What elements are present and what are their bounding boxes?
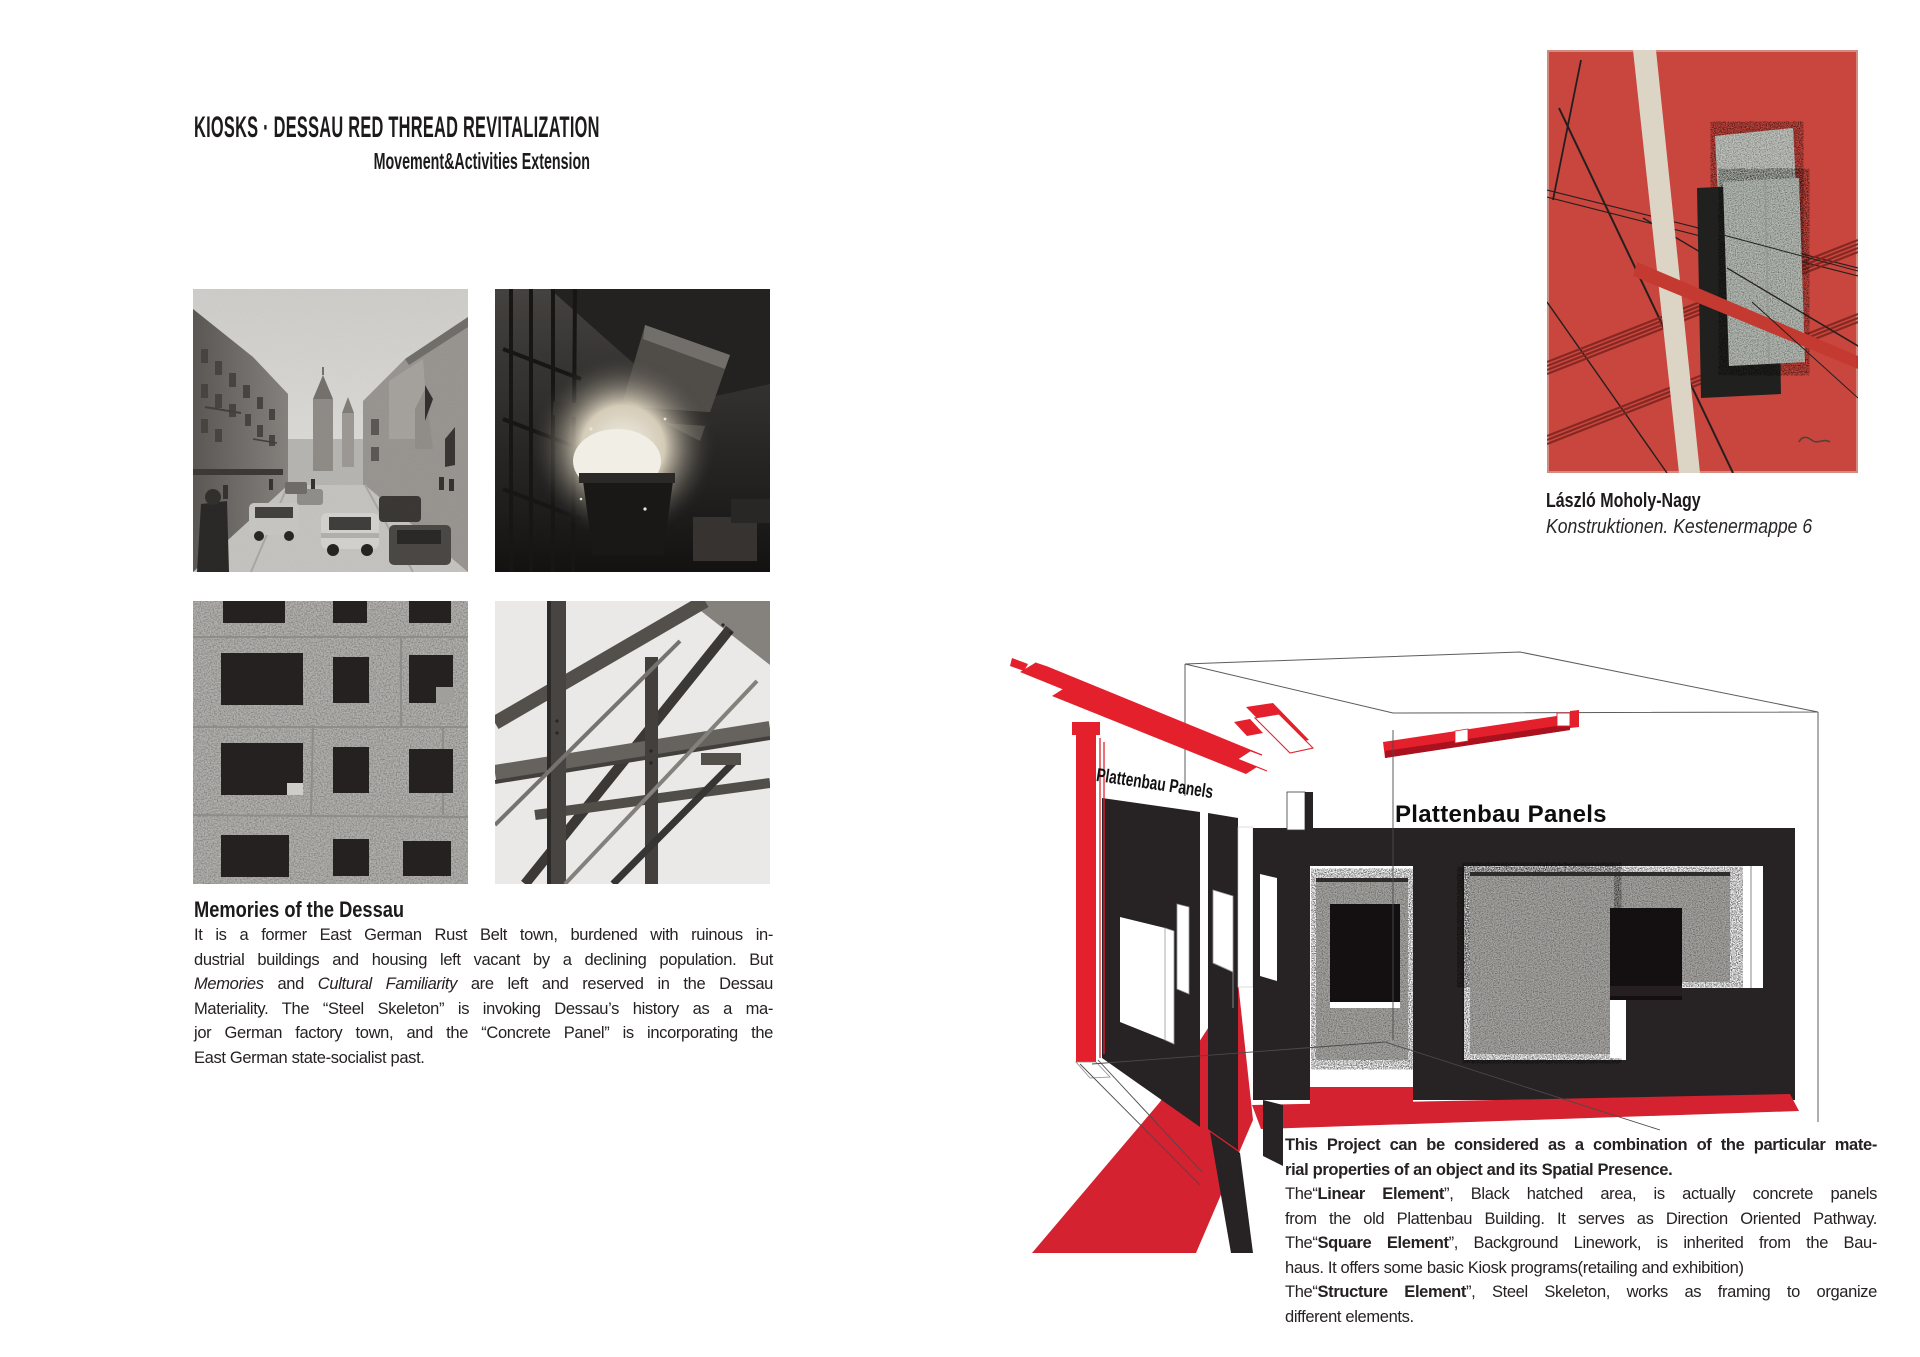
photo-plattenbau-facade [193,601,468,884]
photo-steel-skeleton [495,601,770,884]
facade-photo-graphic [193,601,468,884]
red-beams-center [1234,703,1313,753]
skeleton-photo-graphic [495,601,770,884]
artwork-graphic [1547,50,1858,473]
street-photo-graphic [193,289,468,572]
page-subtitle: Movement&Activities Extension [373,148,590,174]
memories-paragraph: It is a former East German Rust Belt town, burdened with ruinous in- dustrial buildings and housing left vacant by a declining population. But Memories and Cultural Familiarity are left and reserved in the Dessau Materiality. The “Steel Skeleton” is invoking Dessau’s history as a ma- jor German factory town, and the “Concrete Panel” is incorporating the East German state-socialist past. [194,926,774,1067]
project-description-paragraph: This Project can be considered as a combination of the particular mate- rial properties of an object and its Spatial Presence. The“Linear Element”, Black hatched area, is actually concrete panels from the old Plattenbau Building. It serves as Direction Oriented Pathway. The“Square Element”, Background Linework, is inherited from the Bau- haus. It offers some basic Kiosk programs(retailing and exhibition) The“Structure Element”, Steel Skeleton, works as framing to organize different elements. [1285,1136,1878,1326]
photo-street-scene [193,289,468,572]
left-panel-slabs [1102,798,1253,1150]
photo-steel-mill [495,289,770,572]
page-subtitle-row [196,148,590,175]
memories-heading: Memories of the Dessau [194,897,405,922]
moholy-nagy-artwork [1547,50,1858,473]
page-title: KIOSKS · DESSAU RED THREAD REVITALIZATION [194,111,600,144]
red-beams-top-left [1010,658,1267,774]
plattenbau-panels-label-left: Plattenbau Panels [1094,765,1215,804]
mill-photo-graphic [495,289,770,572]
artwork-caption-artist: László Moholy-Nagy [1546,490,1701,512]
red-beam-right [1383,710,1579,758]
plattenbau-panels-label-right: Plattenbau Panels [1395,801,1607,828]
wall-opening-left [1310,866,1413,1112]
artwork-caption-title: Konstruktionen. Kestenermappe 6 [1546,516,1813,538]
